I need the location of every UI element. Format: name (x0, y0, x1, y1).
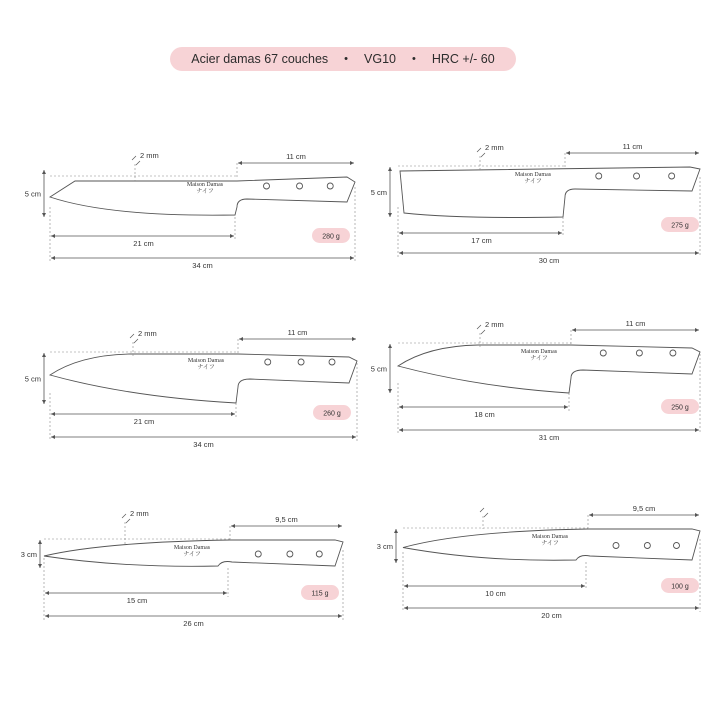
height-arrow-head-top (394, 529, 398, 533)
separator: • (411, 53, 416, 65)
rivet-3 (316, 551, 322, 557)
weight-label: 115 g (311, 590, 329, 598)
knife-diagram-2 (371, 142, 700, 265)
handle-length-label: 11 cm (622, 142, 643, 151)
spec-steel: Acier damas 67 couches (191, 52, 329, 66)
rivet-2 (287, 551, 293, 557)
thickness-marker (132, 156, 140, 165)
total-length-label: 26 cm (183, 619, 204, 628)
thickness-marker (477, 325, 485, 334)
brand-name: Maison Damas (186, 182, 224, 188)
brand-subtitle: ナイフ (524, 179, 542, 185)
rivet-1 (264, 183, 270, 189)
rivet-1 (600, 350, 606, 356)
knife-diagram-4 (371, 319, 700, 442)
blade-length-arrow-head-left (399, 405, 403, 409)
blade-length-arrow-head-left (51, 412, 55, 416)
rivet-3 (327, 183, 333, 189)
rivet-3 (669, 173, 675, 179)
blade-length-arrow-head-right (230, 234, 234, 238)
handle-length-arrow-head-left (238, 161, 242, 165)
handle-length-label: 9,5 cm (275, 515, 298, 524)
total-length-arrow-head-right (695, 251, 699, 255)
height-arrow-head-top (388, 344, 392, 348)
height-label: 3 cm (20, 550, 37, 559)
brand-name: Maison Damas (173, 545, 211, 551)
weight-label: 250 g (671, 404, 689, 412)
handle-length-arrow-head-right (338, 524, 342, 528)
brand-subtitle: ナイフ (541, 541, 559, 547)
rivet-3 (329, 359, 335, 365)
height-arrow-head-bottom (38, 564, 42, 568)
height-arrow-head-top (42, 170, 46, 174)
thickness-marker (122, 514, 130, 523)
thickness-label: 2 mm (140, 151, 159, 160)
total-length-arrow-head-left (404, 606, 408, 610)
thickness-label: 2 mm (485, 320, 504, 329)
total-length-arrow-head-left (399, 251, 403, 255)
knife-diagram-3 (25, 328, 357, 449)
rivet-3 (670, 350, 676, 356)
total-length-arrow-head-left (51, 435, 55, 439)
handle-length-label: 11 cm (287, 328, 308, 337)
rivet-1 (265, 359, 271, 365)
blade-length-arrow-head-right (581, 584, 585, 588)
brand-name: Maison Damas (514, 172, 552, 178)
blade-length-arrow-head-right (558, 231, 562, 235)
blade-length-label: 21 cm (133, 239, 154, 248)
handle-length-arrow-head-left (566, 151, 570, 155)
height-arrow-head-bottom (394, 559, 398, 563)
brand-subtitle: ナイフ (530, 356, 548, 362)
height-label: 5 cm (370, 364, 387, 374)
height-arrow-head-top (388, 167, 392, 171)
total-length-arrow-head-left (51, 256, 55, 260)
total-length-arrow-head-left (399, 428, 403, 432)
separator: • (344, 53, 349, 65)
weight-label: 260 g (323, 410, 341, 418)
weight-label: 100 g (671, 583, 689, 591)
total-length-arrow-head-right (352, 435, 356, 439)
height-arrow-head-top (42, 353, 46, 357)
rivet-1 (613, 543, 619, 549)
blade-length-label: 17 cm (471, 236, 492, 245)
handle-length-arrow-head-right (695, 513, 699, 517)
total-length-arrow-head-right (695, 428, 699, 432)
height-arrow-head-bottom (388, 213, 392, 217)
height-arrow-head-bottom (42, 213, 46, 217)
spec-core: VG10 (364, 52, 396, 66)
handle-length-label: 11 cm (625, 319, 646, 328)
brand-subtitle: ナイフ (196, 189, 214, 195)
total-length-arrow-head-right (695, 606, 699, 610)
brand-subtitle: ナイフ (197, 365, 215, 371)
handle-length-arrow-head-left (589, 513, 593, 517)
handle-length-label: 9,5 cm (632, 504, 656, 513)
blade-length-arrow-head-right (223, 591, 227, 595)
blade-length-label: 15 cm (126, 596, 148, 605)
blade-length-arrow-head-right (564, 405, 568, 409)
handle-length-arrow-head-left (239, 337, 243, 341)
blade-length-arrow-head-right (231, 412, 235, 416)
blade-length-label: 21 cm (133, 417, 155, 426)
thickness-marker (477, 148, 485, 157)
knife-diagram-5 (21, 509, 343, 628)
handle-length-arrow-head-left (231, 524, 235, 528)
rivet-2 (634, 173, 640, 179)
total-length-label: 20 cm (541, 611, 562, 620)
weight-label: 275 g (671, 222, 689, 230)
total-length-label: 34 cm (192, 261, 213, 270)
thickness-marker (480, 508, 488, 517)
rivet-3 (673, 543, 679, 549)
height-label: 5 cm (24, 374, 41, 384)
rivet-1 (255, 551, 261, 557)
total-length-arrow-head-left (45, 614, 49, 618)
height-label: 5 cm (24, 189, 41, 199)
blade-length-arrow-head-left (399, 231, 403, 235)
total-length-label: 31 cm (538, 433, 560, 442)
handle-length-label: 11 cm (286, 152, 306, 161)
thickness-marker (130, 334, 138, 343)
handle-length-arrow-head-left (572, 328, 576, 332)
brand-subtitle: ナイフ (183, 552, 201, 558)
thickness-label: 2 mm (130, 509, 149, 518)
height-arrow-head-bottom (388, 389, 392, 393)
rivet-2 (298, 359, 304, 365)
brand-name: Maison Damas (531, 534, 569, 540)
handle-length-arrow-head-right (350, 161, 354, 165)
rivet-2 (636, 350, 642, 356)
brand-name: Maison Damas (187, 358, 225, 364)
thickness-label: 2 mm (138, 329, 157, 338)
height-label: 3 cm (376, 542, 393, 551)
total-length-arrow-head-right (350, 256, 354, 260)
blade-length-label: 18 cm (474, 410, 495, 419)
rivet-1 (596, 173, 602, 179)
spec-hardness: HRC +/- 60 (431, 52, 495, 66)
handle-length-arrow-head-right (352, 337, 356, 341)
height-label: 5 cm (370, 188, 387, 197)
knife-diagram-6 (377, 504, 700, 620)
handle-length-arrow-head-right (695, 328, 699, 332)
height-arrow-head-top (38, 540, 42, 544)
rivet-2 (297, 183, 303, 189)
thickness-label: 2 mm (485, 143, 504, 152)
blade-length-arrow-head-left (51, 234, 55, 238)
knife-diagram-1 (25, 151, 355, 270)
rivet-2 (644, 543, 650, 549)
height-arrow-head-bottom (42, 400, 46, 404)
total-length-label: 34 cm (193, 440, 214, 449)
total-length-label: 30 cm (538, 256, 560, 265)
handle-length-arrow-head-right (695, 151, 699, 155)
total-length-arrow-head-right (338, 614, 342, 618)
blade-length-arrow-head-left (45, 591, 49, 595)
blade-length-arrow-head-left (404, 584, 408, 588)
brand-name: Maison Damas (520, 349, 558, 355)
blade-length-label: 10 cm (485, 589, 506, 598)
weight-label: 280 g (322, 233, 340, 241)
